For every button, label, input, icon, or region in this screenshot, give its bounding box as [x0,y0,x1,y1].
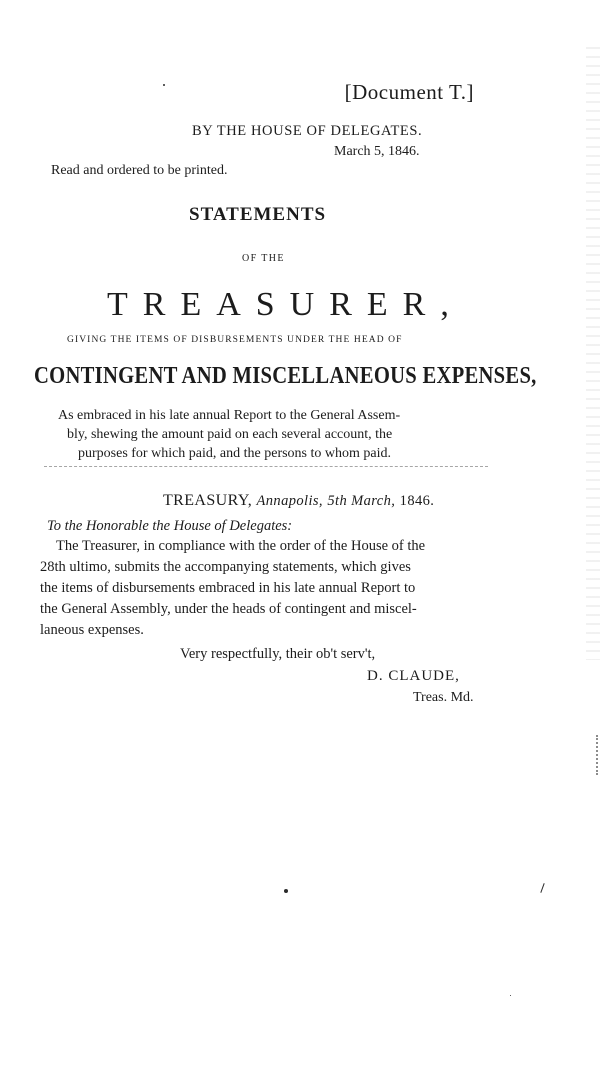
statements-title: STATEMENTS [189,204,327,225]
ink-speck [510,995,511,996]
house-of-delegates-line: BY THE HOUSE OF DELEGATES. [192,123,423,139]
letter-dateline [163,492,434,510]
letter-body-line: The Treasurer, in compliance with the order of the House of the [56,538,426,554]
dateline-year: 1846. [399,493,435,509]
signer-name: D. CLAUDE, [367,668,460,684]
order-date: March 5, 1846. [334,144,420,159]
dateline-place: TREASURY, [163,492,253,509]
letter-body-line: laneous expenses. [40,622,144,638]
binding-edge [586,40,600,660]
of-the-line: OF THE [242,253,285,264]
description-line: purposes for which paid, and the persons to whom paid. [78,446,391,461]
ink-speck [284,889,288,893]
document-label: [Document T.] [344,80,474,104]
description-paragraph [58,406,400,463]
salutation: To the Honorable the House of Delegates: [47,518,293,534]
description-line: As embraced in his late annual Report to the General Assem- [58,408,401,423]
print-order-note: Read and ordered to be printed. [51,163,228,178]
ink-speck [163,84,165,86]
signer-title: Treas. Md. [413,690,474,705]
treasurer-title: TREASURER, [107,286,464,323]
dateline-city: Annapolis, [256,493,323,509]
dateline-date: 5th March, [327,493,396,509]
letter-body-line: the items of disbursements embraced in his late annual Report to [40,580,416,596]
closing-line: Very respectfully, their ob't serv't, [180,646,376,662]
giving-items-line: GIVING THE ITEMS OF DISBURSEMENTS UNDER THE HEAD OF [67,335,403,345]
ink-speck [540,883,544,893]
divider-rule [44,466,488,467]
letter-body [40,536,425,641]
expenses-heading: CONTINGENT AND MISCELLANEOUS EXPENSES, [34,363,537,389]
letter-body-line: the General Assembly, under the heads of contingent and miscel- [40,601,417,617]
binding-edge-lower [593,735,598,775]
letter-body-line: 28th ultimo, submits the accompanying statements, which gives [40,559,411,575]
description-line: bly, shewing the amount paid on each several account, the [67,427,393,442]
